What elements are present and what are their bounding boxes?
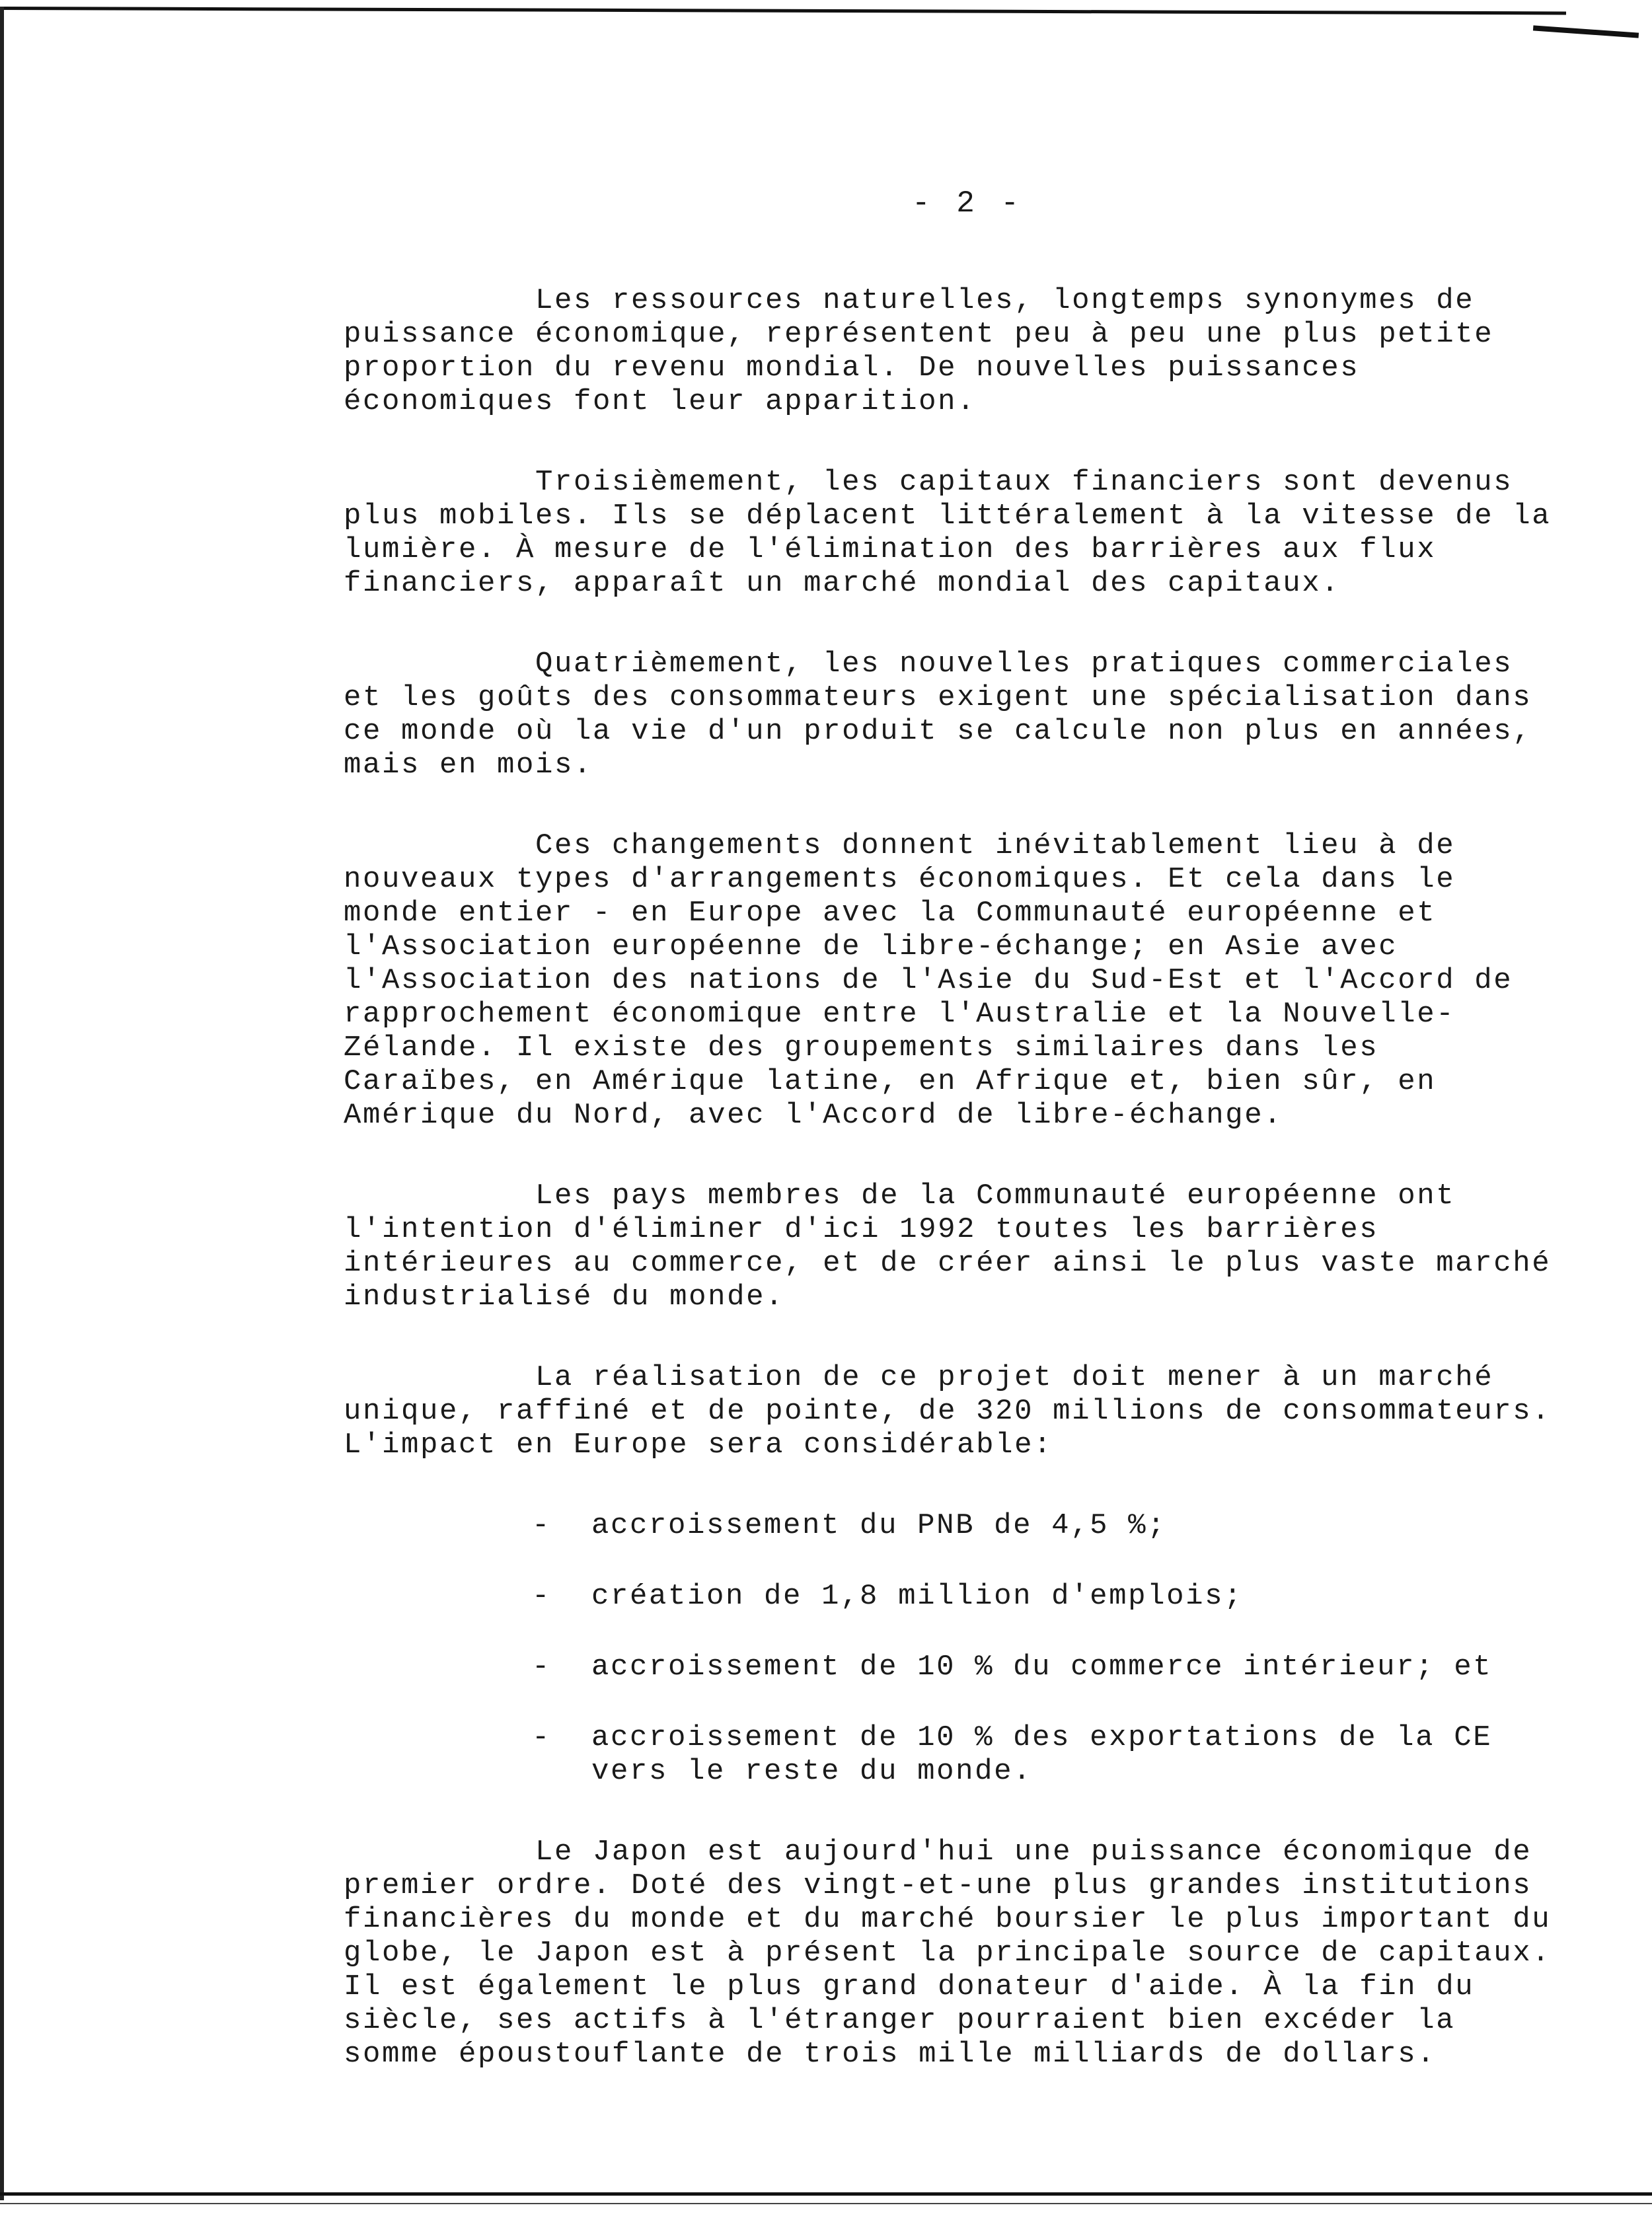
list-item-text: création de 1,8 million d'emplois;: [591, 1580, 1244, 1613]
page-number: - 2 -: [912, 186, 1024, 221]
paragraph-single-market: La réalisation de ce projet doit mener à un marché unique, raffiné et de pointe, de 320 millions de consommateurs. L'impact en Europe sera considérable:: [344, 1361, 1552, 1462]
bottom-scan-border-secondary: [0, 2203, 1652, 2204]
impact-list: [344, 1509, 1553, 1789]
paragraph-financial-capital: Troisièmement, les capitaux financiers sont devenus plus mobiles. Ils se déplacent littéralement à la vitesse de la lumière. À mesure de l'élimination des barrières aux flux financiers, apparaît un marché mondial des capitaux.: [344, 466, 1552, 600]
paragraph-economic-arrangements: Ces changements donnent inévitablement lieu à de nouveaux types d'arrangements économiques. Et cela dans le monde entier - en Europe avec la Communauté européenne et l'Association européenne de libre-échange; en Asie avec l'Association des nations de l'Asie du Sud-Est et l'Accord de rapprochement économique entre l'Australie et la Nouvelle-Zélande. Il existe des groupements similaires dans les Caraïbes, en Amérique latine, en Afrique et, bien sûr, en Amérique du Nord, avec l'Accord de libre-échange.: [344, 829, 1513, 1132]
bullet-dash: -: [532, 1580, 552, 1613]
list-item-text: accroissement de 10 % des exportations de la CE vers le reste du monde.: [591, 1721, 1493, 1788]
paragraph-european-community: Les pays membres de la Communauté européenne ont l'intention d'éliminer d'ici 1992 toutes les barrières intérieures au commerce, et de créer ainsi le plus vaste marché industrialisé du monde.: [344, 1179, 1552, 1314]
bullet-dash: -: [532, 1509, 552, 1542]
list-item: [344, 1651, 1553, 1684]
bottom-scan-border: [0, 2192, 1652, 2196]
list-item: [344, 1721, 1553, 1789]
list-item-text: accroissement de 10 % du commerce intérieur; et: [591, 1651, 1493, 1684]
list-item: [344, 1580, 1553, 1614]
paragraph-japan: Le Japon est aujourd'hui une puissance économique de premier ordre. Doté des vingt-et-une plus grandes institutions financières du monde et du marché boursier le plus important du globe, le Japon est à présent la principale source de capitaux. Il est également le plus grand donateur d'aide. À la fin du siècle, ses actifs à l'étranger pourraient bien excéder la somme époustouflante de trois mille milliards de dollars.: [344, 1836, 1552, 2071]
document-body: [344, 284, 1553, 2118]
bullet-dash: -: [532, 1721, 552, 1754]
list-item: [344, 1509, 1553, 1543]
bullet-dash: -: [532, 1651, 552, 1684]
list-item-text: accroissement du PNB de 4,5 %;: [591, 1509, 1167, 1542]
top-scan-border-hook: [1533, 25, 1639, 38]
left-scan-border: [0, 7, 4, 2200]
paragraph-commercial-practices: Quatrièmement, les nouvelles pratiques commerciales et les goûts des consommateurs exigent une spécialisation dans ce monde où la vie d'un produit se calcule non plus en années, mais en mois.: [344, 648, 1532, 782]
paragraph-natural-resources: Les ressources naturelles, longtemps synonymes de puissance économique, représentent peu à peu une plus petite proportion du revenu mondial. De nouvelles puissances économiques font leur apparition.: [344, 284, 1494, 418]
top-scan-border: [0, 7, 1566, 15]
